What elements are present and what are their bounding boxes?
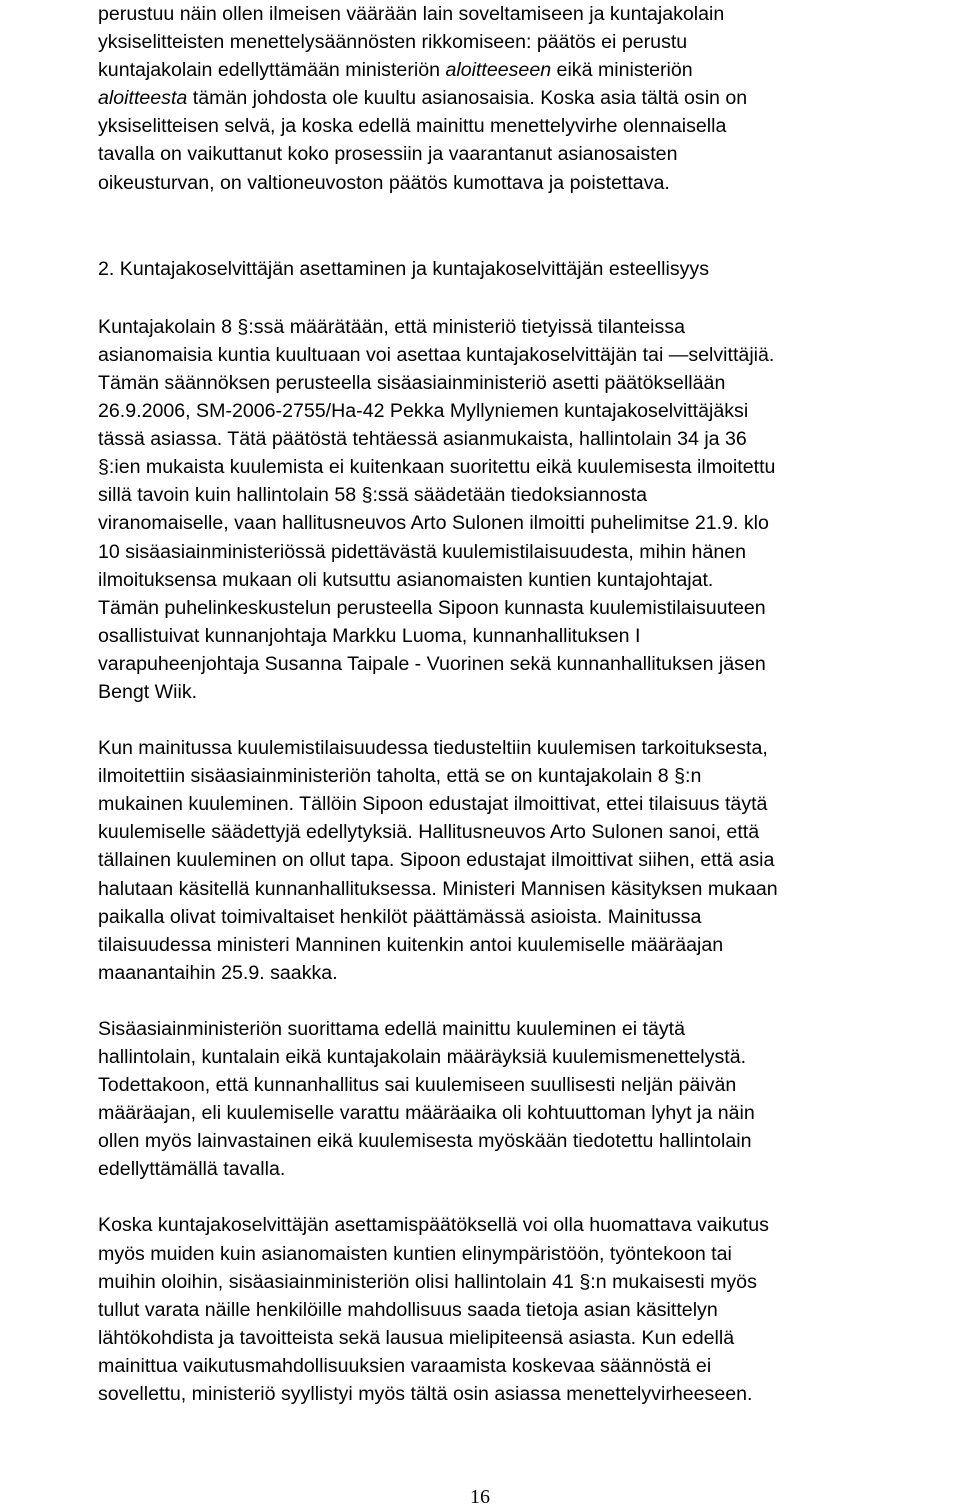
page-number: 16 [470,1486,490,1508]
text-line: edellyttämällä tavalla. [98,1158,286,1181]
text-line: tällainen kuuleminen on ollut tapa. Sipoon edustajat ilmoittivat siihen, että asia [98,849,775,872]
text-line: aloitteesta tämän johdosta ole kuultu asianosaisia. Koska asia tältä osin on [98,87,748,110]
text-line: tilaisuudessa ministeri Manninen kuitenkin antoi kuulemiselle määräajan [98,933,724,956]
text-line: sovellettu, ministeriö syyllistyi myös tältä osin asiassa menettelyvirheeseen. [98,1383,753,1406]
text-line: yksiselitteisen selvä, ja koska edellä mainittu menettelyvirhe olennaisella [98,115,727,138]
text-line: §:ien mukaista kuulemista ei kuitenkaan suoritettu eikä kuulemisesta ilmoitettu [98,456,776,479]
text-line: Bengt Wiik. [98,680,198,703]
document-page [98,0,938,1408]
text-line: ollen myös lainvastainen eikä kuulemisesta myöskään tiedotettu hallintolain [98,1130,752,1153]
text-line: asianomaisia kuntia kuultuaan voi asettaa kuntajakoselvittäjän tai —selvittäjiä. [98,343,775,366]
text-line: Tämän puhelinkeskustelun perusteella Sipoon kunnasta kuulemistilaisuuteen [98,596,766,619]
text-line: myös muiden kuin asianomaisten kuntien elinympäristöön, työntekoon tai [98,1242,732,1265]
text-line: lähtökohdista ja tavoitteista sekä lausua mielipiteensä asiasta. Kun edellä [98,1326,735,1349]
text-line: Todettakoon, että kunnanhallitus sai kuulemiseen suullisesti neljän päivän [98,1074,737,1097]
text-line: Tämän säännöksen perusteella sisäasiainministeriö asetti päätöksellään [98,371,726,394]
text-line: Kun mainitussa kuulemistilaisuudessa tiedusteltiin kuulemisen tarkoituksesta, [98,737,768,760]
text-line: osallistuivat kunnanjohtaja Markku Luoma, kunnanhallituksen I [98,624,641,647]
text-line: yksiselitteisten menettelysäännösten rikkomiseen: päätös ei perustu [98,31,688,54]
text-line: määräajan, eli kuulemiselle varattu määräaika oli kohtuuttoman lyhyt ja näin [98,1102,755,1125]
text-line: Kuntajakolain 8 §:ssä määrätään, että ministeriö tietyissä tilanteissa [98,315,686,338]
paragraph-4 [98,1211,938,1408]
text-line: perustuu näin ollen ilmeisen väärään lain soveltamiseen ja kuntajakolain [98,3,725,25]
paragraph-3 [98,1015,938,1184]
text-line: hallintolain, kuntalain eikä kuntajakolain määräyksiä kuulemismenettelystä. [98,1046,747,1068]
text-line: varapuheenjohtaja Susanna Taipale - Vuorinen sekä kunnanhallituksen jäsen [98,652,766,675]
paragraph-2 [98,734,938,987]
text-line: kuntajakolain edellyttämään ministeriön aloitteeseen eikä ministeriön [98,59,693,82]
text-line: kuulemiselle säädettyjä edellytyksiä. Hallitusneuvos Arto Sulonen sanoi, että [98,821,760,844]
text-line: sillä tavoin kuin hallintolain 58 §:ssä säädetään tiedoksiannosta [98,484,647,507]
text-line: 26.9.2006, SM-2006-2755/Ha-42 Pekka Myllyniemen kuntajakoselvittäjäksi [98,400,749,423]
text-line: viranomaiselle, vaan hallitusneuvos Arto Sulonen ilmoitti puhelimitse 21.9. klo [98,512,769,535]
emphasis: aloitteesta [98,87,188,110]
section-heading: 2. Kuntajakoselvittäjän asettaminen ja kuntajakoselvittäjän esteellisyys [98,257,710,280]
text-line: maanantaihin 25.9. saakka. [98,961,338,984]
text-line: muihin oloihin, sisäasiainministeriön olisi hallintolain 41 §:n mukaisesti myös [98,1270,757,1293]
text-line: ilmoituksensa mukaan oli kutsuttu asianomaisten kuntien kuntajohtajat. [98,568,714,591]
text-line: tavalla on vaikuttanut koko prosessiin ja vaarantanut asianosaisten [98,143,678,166]
text-line: ilmoitettiin sisäasiainministeriön taholta, että se on kuntajakolain 8 §:n [98,765,702,788]
text-line: oikeusturvan, on valtioneuvoston päätös kumottava ja poistettava. [98,171,670,194]
text-line: mainittua vaikutusmahdollisuuksien varaamista koskevaa säännöstä ei [98,1354,712,1377]
text-line: Koska kuntajakoselvittäjän asettamispäätöksellä voi olla huomattava vaikutus [98,1214,769,1237]
text-line: mukainen kuuleminen. Tällöin Sipoon edustajat ilmoittivat, ettei tilaisuus täytä [98,793,768,816]
text-line: paikalla olivat toimivaltaiset henkilöt päättämässä asioista. Mainitussa [98,905,702,928]
paragraph-1 [98,313,938,706]
emphasis: aloitteeseen [445,59,552,82]
intro-paragraph [98,0,938,197]
text-line: Sisäasiainministeriön suorittama edellä mainittu kuuleminen ei täytä [98,1017,686,1040]
text-line: tässä asiassa. Tätä päätöstä tehtäessä asianmukaista, hallintolain 34 ja 36 [98,428,747,451]
text-line: halutaan käsitellä kunnanhallituksessa. Ministeri Mannisen käsityksen mukaan [98,877,778,900]
text-line: tullut varata näille henkilöille mahdollisuus saada tietoja asian käsittelyn [98,1298,718,1321]
text-line: 10 sisäasiainministeriössä pidettävästä kuulemistilaisuudesta, mihin hänen [98,540,747,563]
